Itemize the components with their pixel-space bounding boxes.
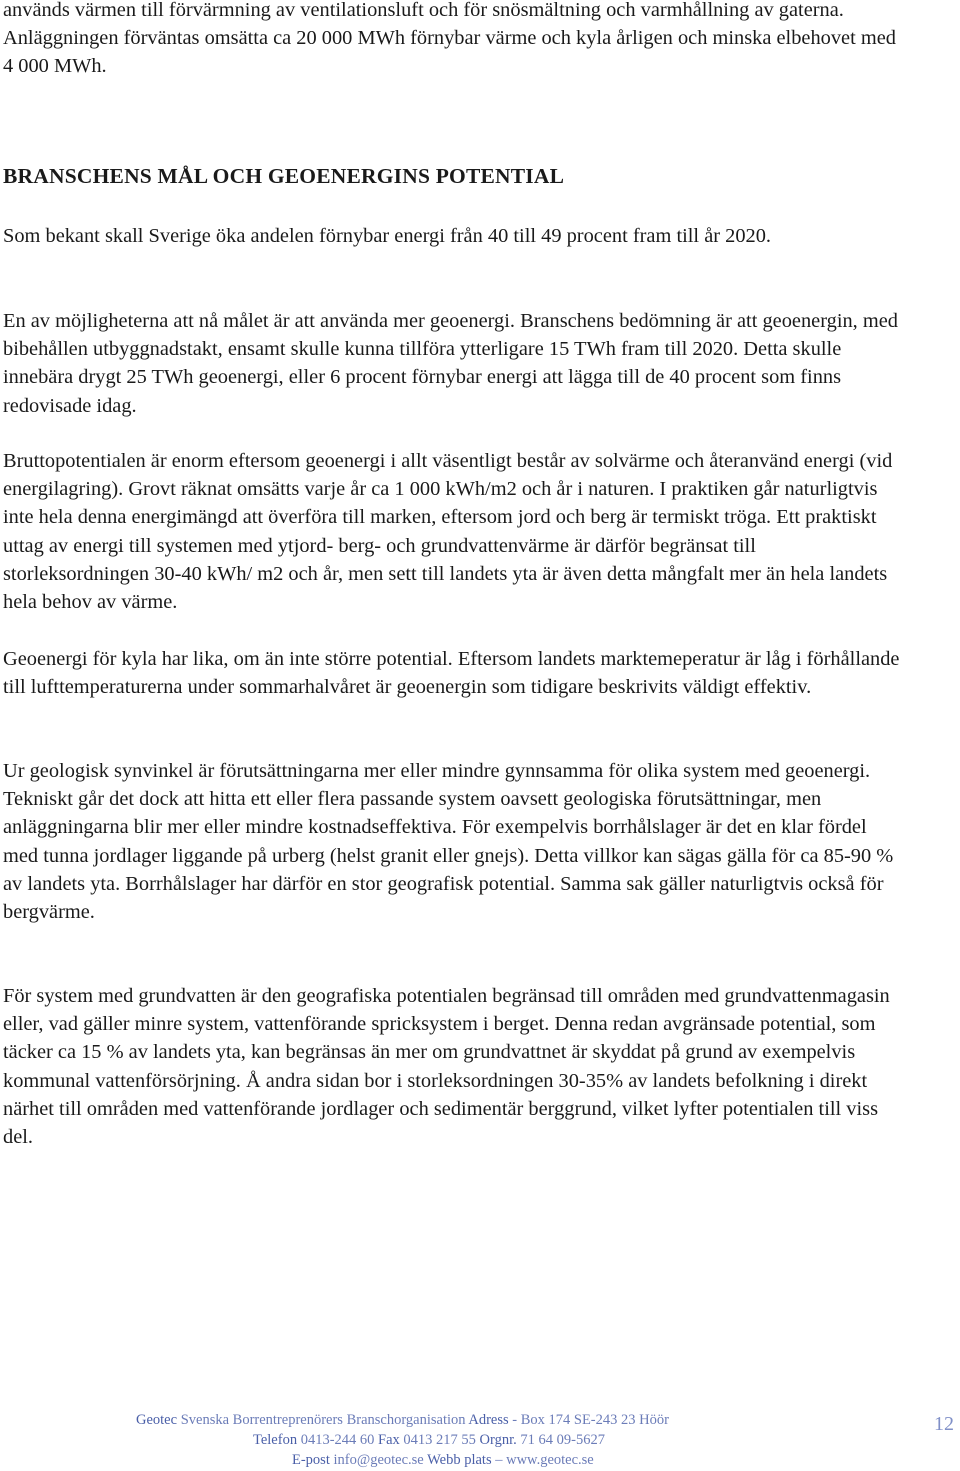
footer-org-name: Svenska Borrentreprenörers Branschorganisation (177, 1412, 469, 1428)
footer-email-link[interactable]: info@geotec.se (329, 1452, 428, 1468)
paragraph-1: Som bekant skall Sverige öka andelen förnybar energi från 40 till 49 procent fram till år 2020. (3, 225, 772, 247)
footer-web-label: Webb plats (427, 1452, 492, 1468)
intro-paragraph: används värmen till förvärmning av ventilationsluft och för snösmältning och varmhållning av gaterna. Anläggningen förväntas omsätta ca 20 000 MWh förnybar värme och kyla årligen och minska elbehovet med 4 000 MWh. (3, 0, 896, 78)
paragraph-6: För system med grundvatten är den geografiska potentialen begränsad till områden med grundvattenmagasin eller, vad gäller minre system, vattenförande spricksystem i berget. Denna redan avgränsade potential, som täcker ca 15 % av landets yta, kan begränsas än mer om grundvattnet är skyddat på grund av exempelvis kommunal vattenförsörjning. Å andra sidan bor i storleksordningen 30-35% av landets befolkning i direkt närhet till områden med vattenförande jordlager och sedimentär berggrund, vilket lyfter potentialen till viss del. (3, 985, 890, 1149)
footer-orgnr-label: Orgnr. (479, 1432, 517, 1448)
footer-fax-label: Fax (378, 1432, 400, 1448)
footer-org-line (136, 1411, 669, 1431)
footer-phone-label: Telefon (253, 1432, 298, 1448)
footer-address: - Box 174 SE-243 23 Höör (508, 1412, 669, 1428)
footer-web-link[interactable]: – www.geotec.se (491, 1452, 594, 1468)
footer-fax: 0413 217 55 (399, 1432, 480, 1448)
paragraph-5: Ur geologisk synvinkel är förutsättningarna mer eller mindre gynnsamma för olika system med geoenergi. Tekniskt går det dock att hitta ett eller flera passande system oavsett geologiska förutsättningar, men anläggningarna blir mer eller mindre kostnadseffektiva. För exempelvis borrhålslager är det en klar fördel med tunna jordlager liggande på urberg (helst granit eller gnejs). Detta villkor kan sägas gälla för ca 85-90 % av landets yta. Borrhålslager har därför en stor geografisk potential. Samma sak gäller naturligtvis också för bergvärme. (3, 760, 894, 924)
section-heading: BRANSCHENS MÅL OCH GEOENERGINS POTENTIAL (3, 164, 565, 188)
footer-org-label: Geotec (136, 1412, 178, 1428)
paragraph-3: Bruttopotentialen är enorm eftersom geoenergi i allt väsentligt består av solvärme och återanvänd energi (vid energilagring). Grovt räknat omsätts varje år ca 1 000 kWh/m2 och år i naturen. I praktiken går naturligtvis inte hela denna energimängd att överföra till marken, eftersom jord och berg är termiskt tröga. Ett praktiskt uttag av energi till systemen med ytjord- berg- och grundvattenvärme är därför begränsat till storleksordningen 30-40 kWh/ m2 och år, men sett till landets yta är även detta mångfalt mer än hela landets hela behov av värme. (3, 450, 893, 614)
footer-email-label: E-post (292, 1452, 330, 1468)
footer-contact-line (253, 1431, 605, 1451)
paragraph-4: Geoenergi för kyla har lika, om än inte större potential. Eftersom landets marktemeperatur är låg i förhållande till lufttemperaturerna under sommarhalvåret är geoenergin som tidigare beskrivits väldigt effektiv. (3, 648, 900, 699)
footer-address-label: Adress (468, 1412, 509, 1428)
footer-web-line (292, 1451, 594, 1471)
footer-phone: 0413-244 60 (297, 1432, 379, 1448)
paragraph-2: En av möjligheterna att nå målet är att använda mer geoenergi. Branschens bedömning är att geoenergin, med bibehållen utbyggnadstakt, ensamt skulle kunna tillföra ytterligare 15 TWh fram till 2020. Detta skulle innebära drygt 25 TWh geoenergi, eller 6 procent förnybar energi att lägga till de 40 procent som finns redovisade idag. (3, 310, 898, 417)
footer-orgnr: 71 64 09-5627 (516, 1432, 605, 1448)
page-number: 12 (934, 1413, 954, 1435)
